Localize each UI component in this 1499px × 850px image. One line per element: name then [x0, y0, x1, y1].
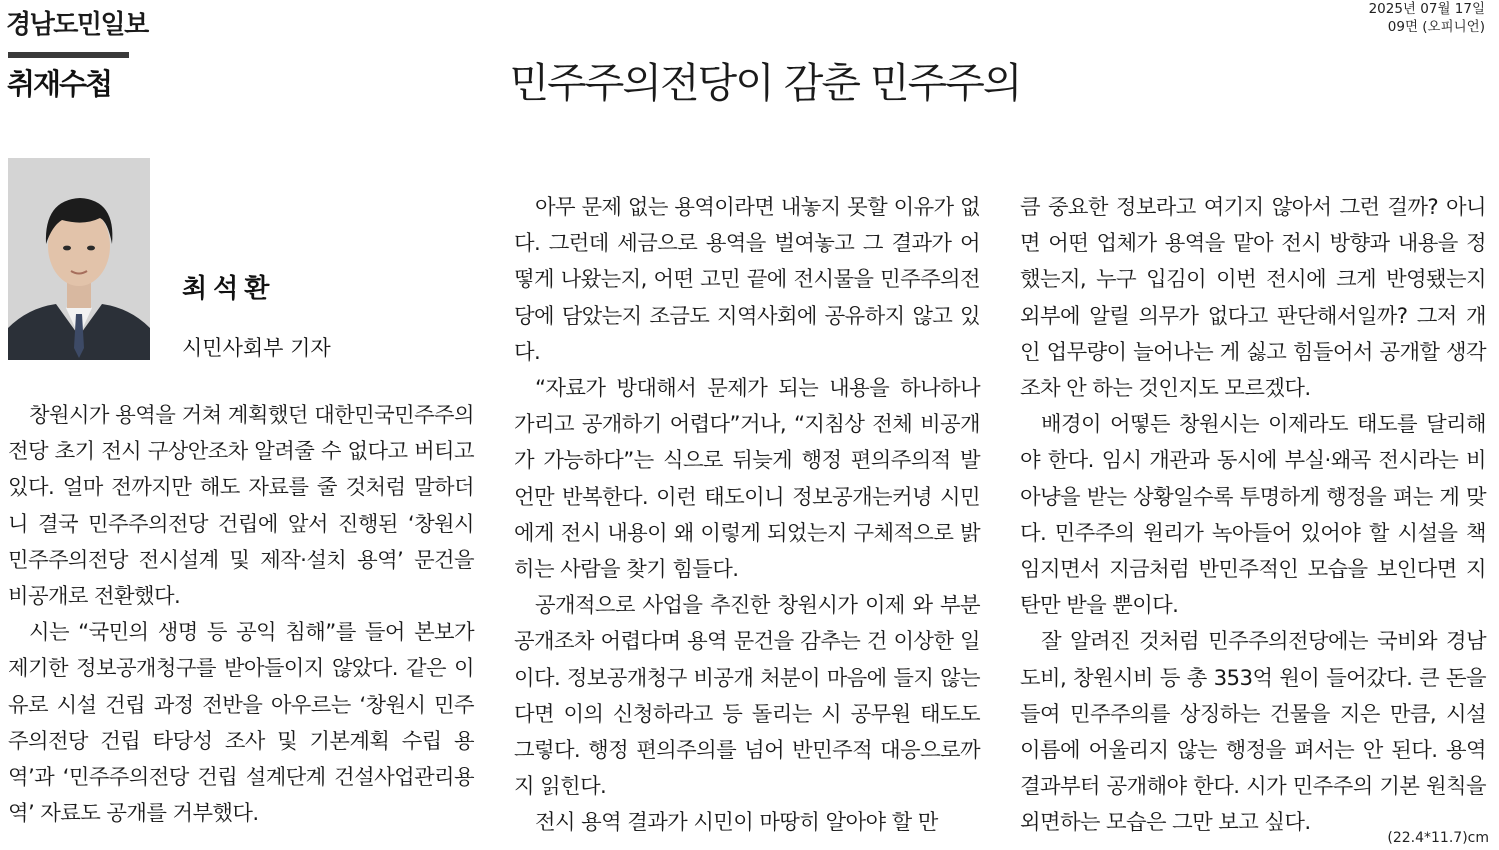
- author-role: 시민사회부 기자: [182, 336, 331, 360]
- paragraph: 배경이 어떻든 창원시는 이제라도 태도를 달리해야 한다. 임시 개관과 동시에 부실·왜곡 전시라는 비아냥을 받는 상황일수록 투명하게 행정을 펴는 게 맞다. 민주주의 원리가 녹아들어 있어야 할 시설을 책임지면서 지금처럼 반민주적인 모습을 보인다면 지탄만 받을 뿐이다.: [1020, 412, 1486, 619]
- author-photo: [8, 158, 150, 360]
- paragraph: 잘 알려진 것처럼 민주주의전당에는 국비와 경남도비, 창원시비 등 총 353억 원이 들어갔다. 큰 돈을 들여 민주주의를 상징하는 건물을 지은 만큼, 시설 이름에 어울리지 않는 행정을 펴서는 안 된다. 용역 결과부터 공개해야 한다. 시가 민주주의 기본 원칙을 외면하는 모습은 그만 보고 싶다.: [1020, 629, 1486, 836]
- paragraph: 큼 중요한 정보라고 여기지 않아서 그런 걸까? 아니면 어떤 업체가 용역을 맡아 전시 방향과 내용을 정했는지, 누구 입김이 이번 전시에 크게 반영됐는지 외부에 알릴 의무가 없다고 판단해서일까? 그저 개인 업무량이 늘어나는 게 싫고 힘들어서 공개할 생각조차 안 하는 것인지도 모르겠다.: [1020, 195, 1486, 402]
- paragraph: “자료가 방대해서 문제가 되는 내용을 하나하나 가리고 공개하기 어렵다”거나, “지침상 전체 비공개가 가능하다”는 식으로 뒤늦게 행정 편의주의적 발언만 반복한다. 이런 태도이니 정보공개는커녕 시민에게 전시 내용이 왜 이렇게 되었는지 구체적으로 밝히는 사람을 찾기 힘들다.: [514, 376, 980, 583]
- article-size-note: (22.4*11.7)cm: [1387, 830, 1489, 846]
- section-label: 취재수첩: [7, 67, 112, 101]
- article-column-3: [1020, 190, 1486, 842]
- publication-meta: [1369, 0, 1485, 36]
- author-portrait-image: [8, 158, 150, 360]
- page-number: 09면 (오피니언): [1387, 19, 1485, 35]
- author-name: 최석환: [182, 274, 276, 304]
- article-column-1: [8, 398, 474, 832]
- article-column-2: [514, 190, 980, 842]
- paragraph: 시는 “국민의 생명 등 공익 침해”를 들어 본보가 제기한 정보공개청구를 받아들이지 않았다. 같은 이유로 시설 건립 과정 전반을 아우르는 ‘창원시 민주주의전당 건립 타당성 조사 및 기본계획 수립 용역’과 ‘민주주의전당 건립 설계단계 건설사업관리용역’ 자료도 공개를 거부했다.: [8, 620, 474, 827]
- paragraph: 공개적으로 사업을 추진한 창원시가 이제 와 부분 공개조차 어렵다며 용역 문건을 감추는 건 이상한 일이다. 정보공개청구 비공개 처분이 마음에 들지 않는다면 이의 신청하라고 등 돌리는 시 공무원 태도도 그렇다. 행정 편의주의를 넘어 반민주적 대응으로까지 읽힌다.: [514, 593, 980, 800]
- publication-date: 2025년 07월 17일: [1368, 1, 1485, 17]
- article-headline: 민주주의전당이 감춘 민주주의: [509, 59, 1021, 107]
- newspaper-masthead: 경남도민일보: [6, 10, 148, 40]
- paragraph: 아무 문제 없는 용역이라면 내놓지 못할 이유가 없다. 그런데 세금으로 용역을 벌여놓고 그 결과가 어떻게 나왔는지, 어떤 고민 끝에 전시물을 민주주의전당에 담았는지 조금도 지역사회에 공유하지 않고 있다.: [514, 195, 980, 365]
- paragraph: 전시 용역 결과가 시민이 마땅히 알아야 할 만: [535, 810, 938, 836]
- paragraph: 창원시가 용역을 거쳐 계획했던 대한민국민주주의전당 초기 전시 구상안조차 알려줄 수 없다고 버티고 있다. 얼마 전까지만 해도 자료를 줄 것처럼 말하더니 결국 민주주의전당 건립에 앞서 진행된 ‘창원시 민주주의전당 전시설계 및 제작·설치 용역’ 문건을 비공개로 전환했다.: [8, 403, 474, 610]
